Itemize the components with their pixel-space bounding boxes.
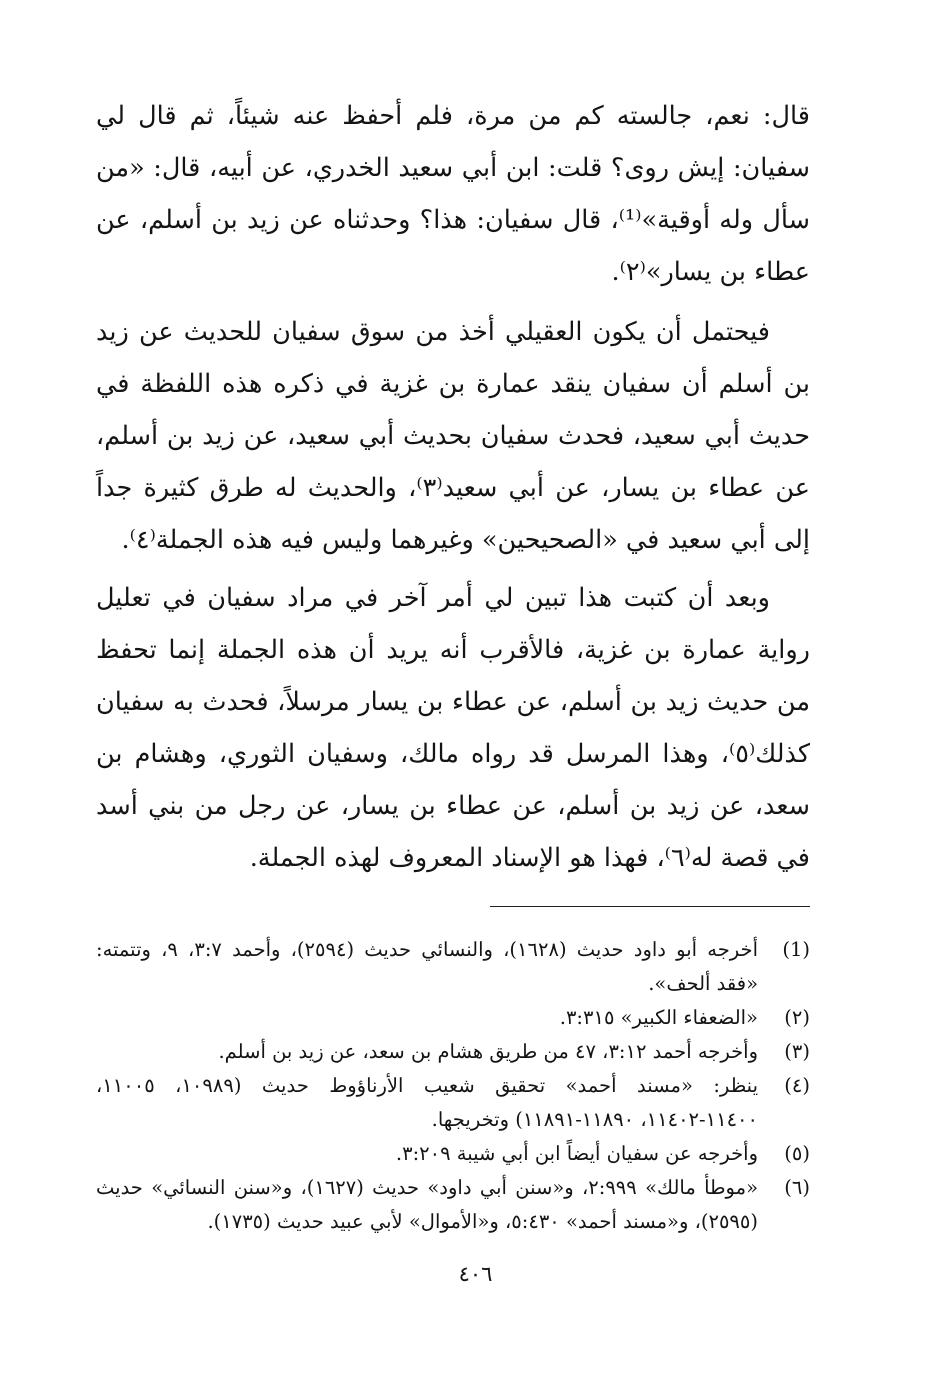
footnote-number: (٦) (784, 1176, 810, 1199)
footnote-text: أخرجه أبو داود حديث (١٦٢٨)، والنسائي حديث (٢٥٩٤)، وأحمد ٣:٧، ٩، وتتمته: «فقد ألحف». (96, 938, 758, 995)
footnote-text: وأخرجه أحمد ٣:١٢، ٤٧ من طريق هشام بن سعد، عن زيد بن أسلم. (218, 1040, 758, 1063)
footnote-number: (1) (782, 938, 810, 961)
footnote-text: «موطأ مالك» ٢:٩٩٩، و«سنن أبي داود» حديث (١٦٢٧)، و«سنن النسائي» حديث (٢٥٩٥)، و«مسند أحمد» ٥:٤٣٠، و«الأموال» لأبي عبيد حديث (١٧٣٥). (96, 1176, 758, 1233)
footnote-1 (96, 933, 810, 1001)
body-paragraph-1: قال: نعم، جالسته كم من مرة، فلم أحفظ عنه شيئاً، ثم قال لي سفيان: إيش روى؟ قلت: ابن أبي سعيد الخدري، عن أبيه، قال: «من سأل وله أوقية»⁽¹⁾، قال سفيان: هذا؟ وحدثناه عن زيد بن أسلم، عن عطاء بن يسار»⁽٢⁾. (96, 101, 811, 287)
body-paragraph-2: فيحتمل أن يكون العقيلي أخذ من سوق سفيان للحديث عن زيد بن أسلم أن سفيان ينقد عمارة بن غزية في ذكره هذه اللفظة في حديث أبي سعيد، فحدث سفيان بحديث أبي سعيد، عن زيد بن أسلم، عن عطاء بن يسار، عن أبي سعيد⁽٣⁾، والحديث له طرق كثيرة جداً إلى أبي سعيد في «الصحيحين» وغيرهما وليس فيه هذه الجملة⁽٤⁾. (96, 317, 810, 555)
footnote-number: (٤) (784, 1074, 810, 1097)
footnote-separator (490, 906, 810, 907)
footnote-number: (٢) (784, 1006, 810, 1029)
footnote-4 (96, 1069, 810, 1137)
page-body (96, 90, 810, 1320)
footnote-number: (٥) (784, 1142, 810, 1165)
footnote-text: «الضعفاء الكبير» ٣:٣١٥. (559, 1006, 758, 1029)
footnote-text: وأخرجه عن سفيان أيضاً ابن أبي شيبة ٣:٢٠٩. (395, 1142, 758, 1165)
footnote-3 (96, 1035, 810, 1069)
footnote-6 (96, 1171, 810, 1239)
body-paragraph-3: وبعد أن كتبت هذا تبين لي أمر آخر في مراد سفيان في تعليل رواية عمارة بن غزية، فالأقرب أنه يريد أن هذه الجملة إنما تحفظ من حديث زيد بن أسلم، عن عطاء بن يسار مرسلاً، فحدث به سفيان كذلك⁽٥⁾، وهذا المرسل قد رواه مالك، وسفيان الثوري، وهشام بن سعد، عن زيد بن أسلم، عن عطاء بن يسار، عن رجل من بني أسد في قصة له⁽٦⁾، فهذا هو الإسناد المعروف لهذه الجملة. (96, 583, 810, 873)
footnote-5 (96, 1137, 810, 1171)
footnotes (96, 933, 810, 1239)
footnote-2 (96, 1001, 810, 1035)
page-number: ٤٠٦ (458, 1262, 493, 1286)
footnote-number: (٣) (784, 1040, 810, 1063)
footnote-text: ينظر: «مسند أحمد» تحقيق شعيب الأرناؤوط حديث (١٠٩٨٩، ١١٠٠٥، ١١٤٠٠-١١٤٠٢، ١١٨٩٠-١١٨٩١) وتخريجها. (96, 1074, 758, 1131)
